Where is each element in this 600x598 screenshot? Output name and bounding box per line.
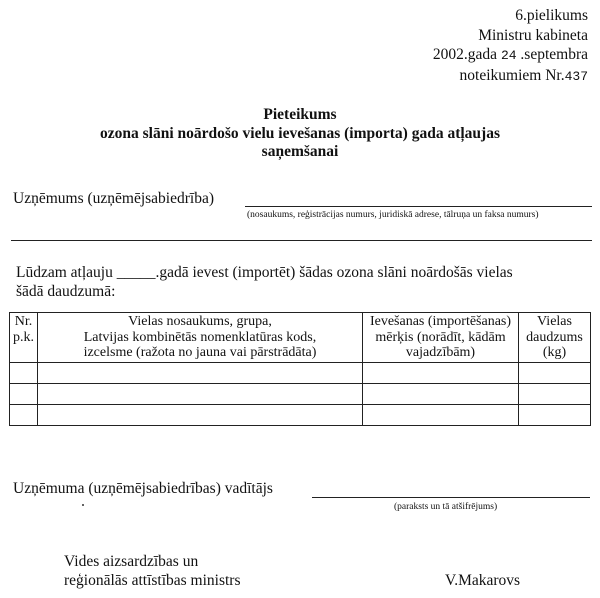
annex-header [433, 6, 588, 86]
header-quantity: Vielas daudzums (kg) [519, 313, 591, 363]
annex-regulation: noteikumiem Nr.437 [459, 66, 588, 84]
annex-date-day: 24 [500, 48, 517, 63]
header-purpose: Ievešanas (importēšanas) mērķis (norādīt, kādām vajadzībām) [363, 313, 519, 363]
table-cell[interactable] [363, 363, 519, 384]
table-row [10, 405, 591, 426]
company-input-line[interactable] [245, 206, 592, 207]
request-line-1: Lūdzam atļauju _____.gadā ievest (importēt) šādas ozona slāni noārdošās vielas [16, 264, 513, 281]
title-line-2: ozona slāni noārdošo vielu ievešanas (importa) gada atļaujas [99, 124, 500, 142]
company-input-line-2[interactable] [11, 240, 592, 241]
table-cell[interactable] [519, 363, 591, 384]
stray-dot [82, 504, 84, 506]
header-substance: Vielas nosaukums, grupa, Latvijas kombinētās nomenklatūras kods, izcelsme (ražota no jauna vai pārstrādāta) [38, 313, 363, 363]
title-line-3: saņemšanai [261, 143, 339, 160]
header-number: Nr. p.k. [10, 313, 38, 363]
title-line-1: Pieteikums [263, 106, 337, 123]
table-header-row [10, 313, 591, 363]
company-hint: (nosaukums, reģistrācijas numurs, juridiskā adrese, tālruņa un faksa numurs) [247, 210, 539, 220]
table-cell[interactable] [363, 405, 519, 426]
annex-date: 2002.gada 24 .septembra [432, 46, 588, 63]
signatory-title-line-2: reģionālās attīstības ministrs [64, 572, 241, 589]
manager-signature-line[interactable] [312, 497, 590, 498]
table-cell[interactable] [10, 384, 38, 405]
table-cell[interactable] [38, 384, 363, 405]
company-label: Uzņēmums (uzņēmējsabiedrība) [13, 190, 214, 207]
table-cell[interactable] [519, 384, 591, 405]
manager-hint: (paraksts un tā atšifrējums) [394, 502, 498, 512]
table-row [10, 363, 591, 384]
substances-table [9, 312, 591, 426]
annex-issuer: Ministru kabineta [478, 26, 588, 44]
table-cell[interactable] [38, 363, 363, 384]
table-cell[interactable] [10, 363, 38, 384]
signatory-title-line-1: Vides aizsardzības un [64, 553, 199, 570]
signatory-name: V.Makarovs [445, 572, 521, 589]
table-cell[interactable] [519, 405, 591, 426]
annex-number: 6.pielikums [515, 7, 588, 24]
table-row [10, 384, 591, 405]
request-line-2: šādā daudzumā: [16, 283, 116, 300]
table-cell[interactable] [38, 405, 363, 426]
signatory-title [64, 552, 241, 590]
table-cell[interactable] [10, 405, 38, 426]
document-title [0, 106, 600, 162]
table-cell[interactable] [363, 384, 519, 405]
annex-regulation-number: 437 [564, 68, 588, 84]
manager-label: Uzņēmuma (uzņēmējsabiedrības) vadītājs [13, 480, 273, 497]
